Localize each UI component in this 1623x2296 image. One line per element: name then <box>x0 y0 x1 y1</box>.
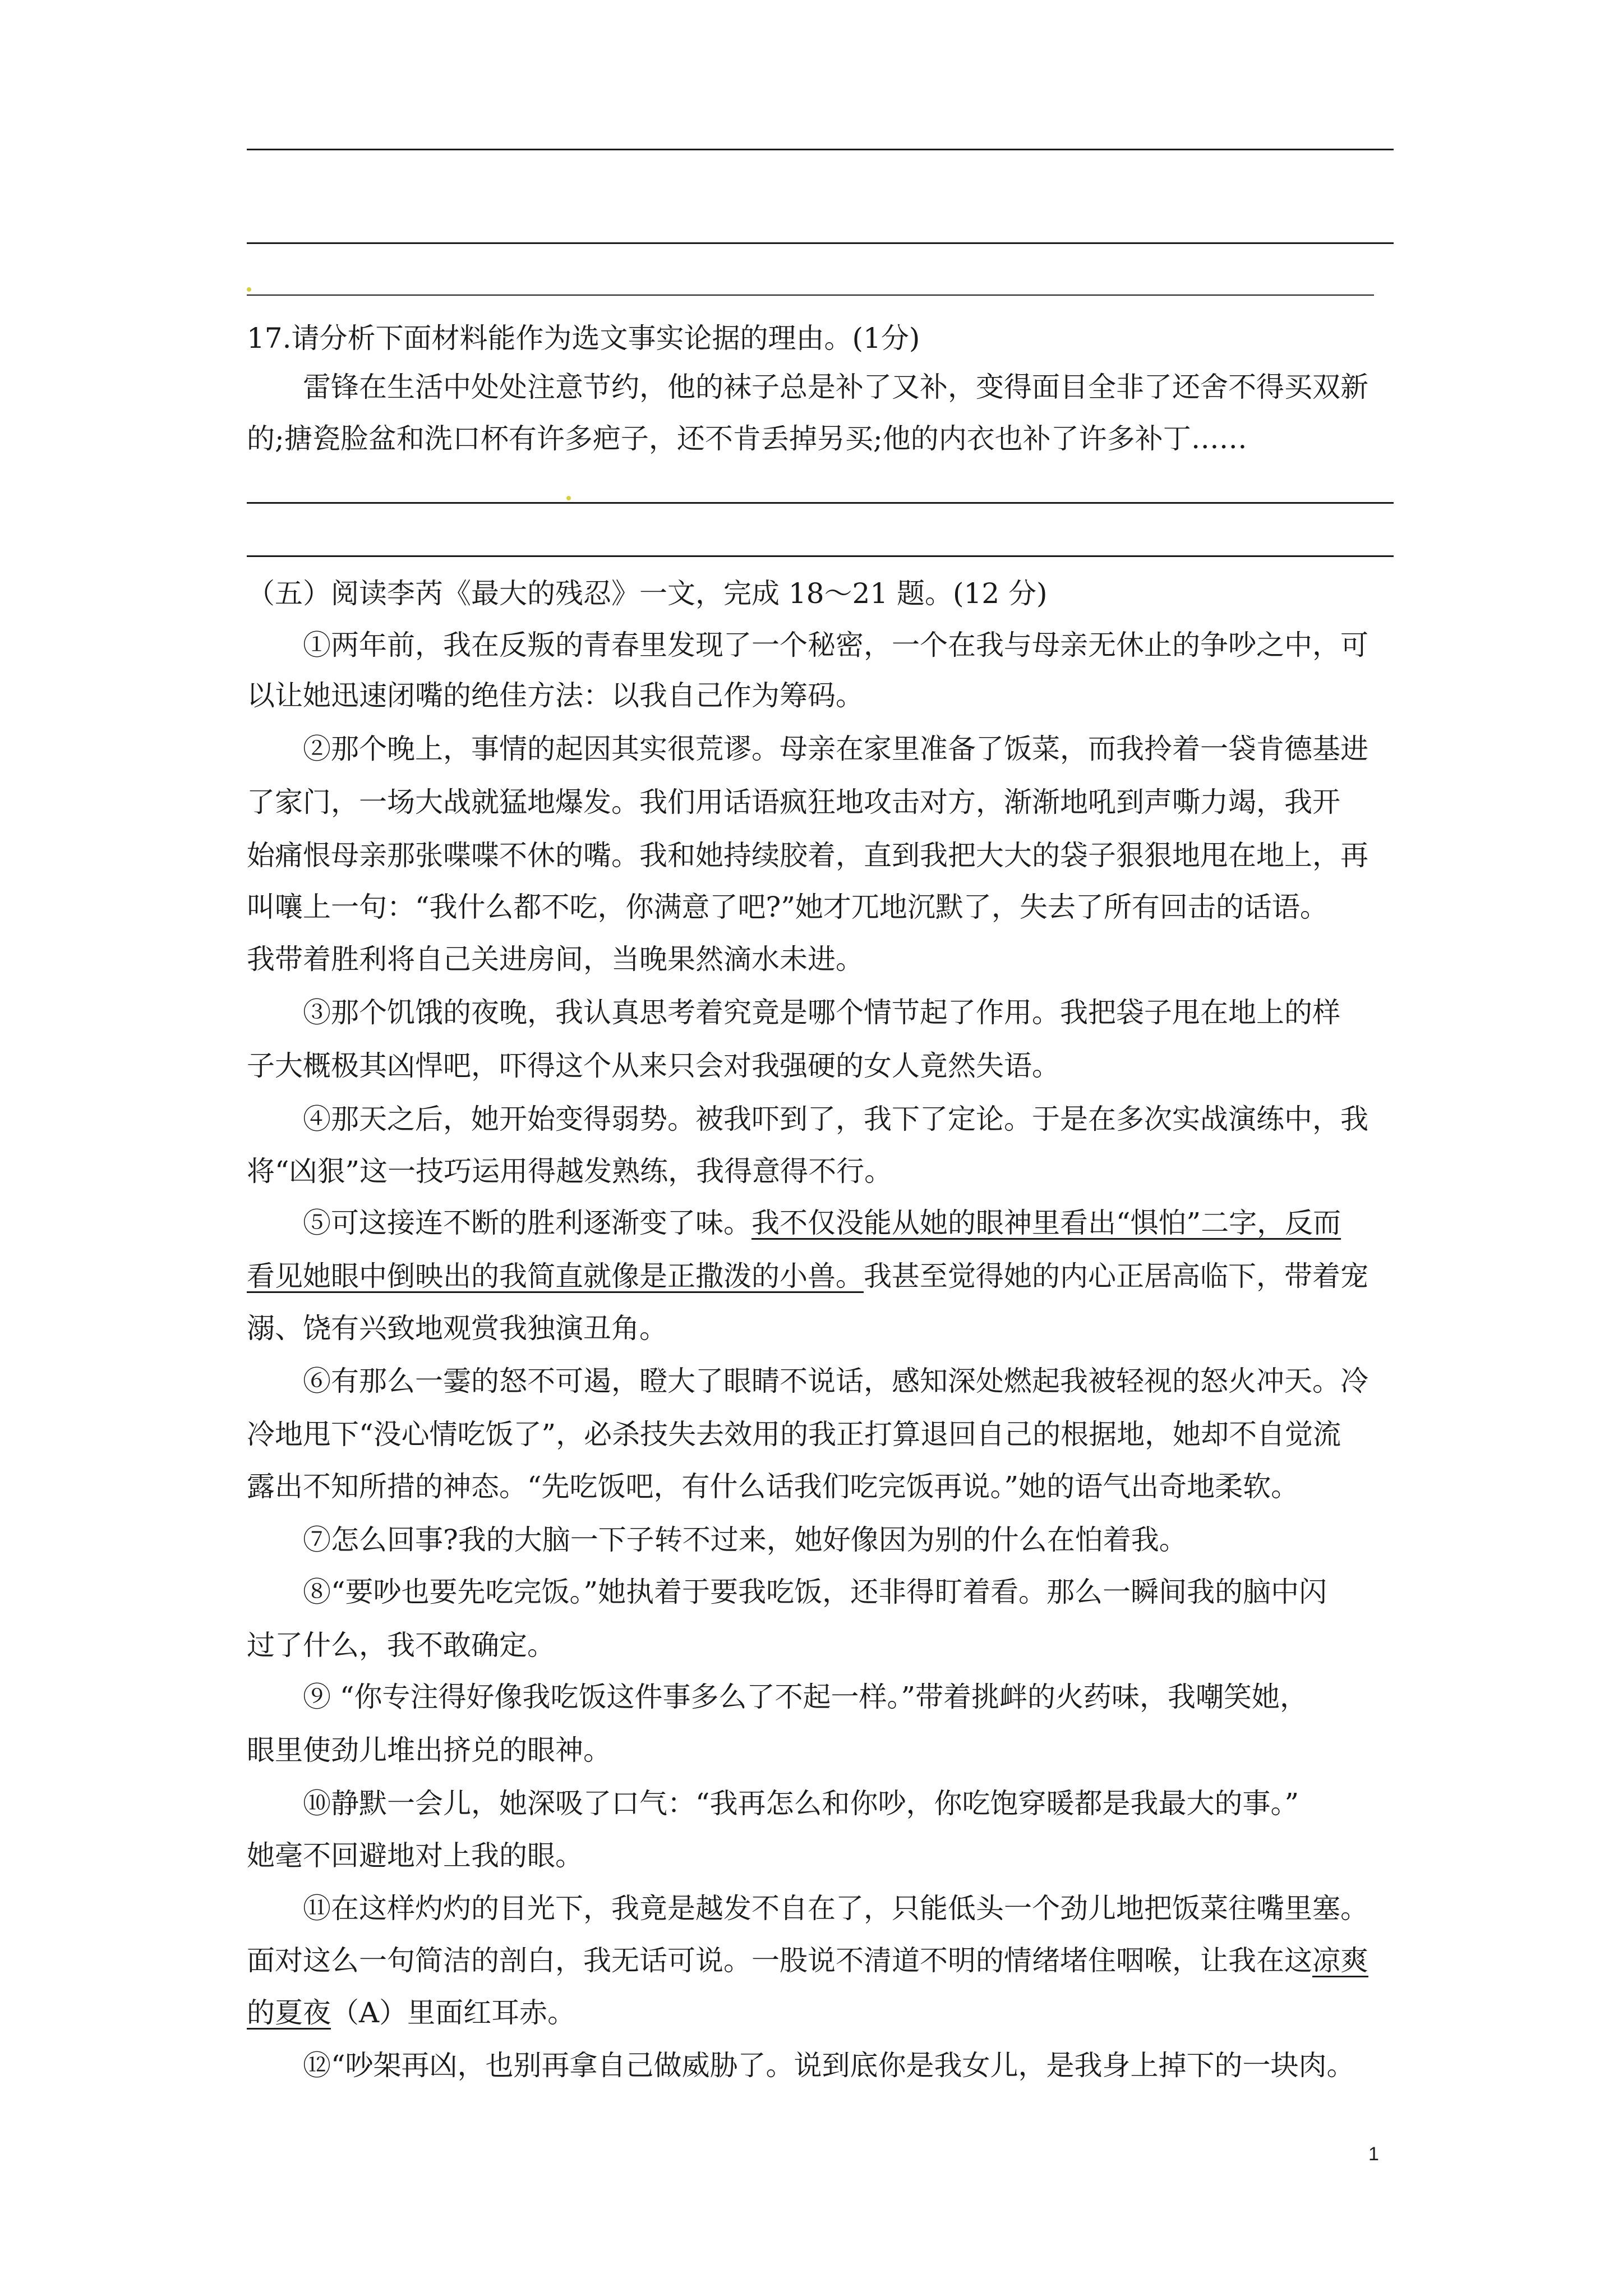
article-line: ②那个晚上，事情的起因其实很荒谬。母亲在家里准备了饭菜，而我拎着一袋肯德基进 <box>303 733 1368 765</box>
article-line <box>247 1990 1394 2035</box>
article-line: ⑪在这样灼灼的目光下，我竟是越发不自在了，只能低头一个劲儿地把饭菜往嘴里塞。 <box>303 1892 1368 1925</box>
question-17-prompt: 17.请分析下面材料能作为选文事实论据的理由。(1分) <box>247 322 920 355</box>
article-text: （A）里面红耳赤。 <box>331 1996 576 2029</box>
answer-line <box>247 555 1394 557</box>
article-text: 面对这么一句简洁的剖白，我无话可说。一股说不清道不明的情绪堵住咽喉，让我在这 <box>247 1944 1312 1977</box>
question-17-material-line: 的;搪瓷脸盆和洗口杯有许多疤子，还不肯丢掉另买;他的内衣也补了许多补丁…… <box>247 422 1247 455</box>
article-line: 子大概极其凶悍吧，吓得这个从来只会对我强硬的女人竟然失语。 <box>247 1050 1060 1082</box>
article-line: ①两年前，我在反叛的青春里发现了一个秘密，一个在我与母亲无休止的争吵之中，可 <box>303 629 1368 661</box>
underlined-phrase: 的夏夜 <box>247 1996 331 2029</box>
article-line: 她毫不回避地对上我的眼。 <box>247 1839 583 1872</box>
article-line: 过了什么，我不敢确定。 <box>247 1629 555 1662</box>
answer-line <box>247 295 1374 296</box>
underlined-sentence: 看见她眼中倒映出的我简直就像是正撒泼的小兽。 <box>247 1260 864 1292</box>
article-line: ④那天之后，她开始变得弱势。被我吓到了，我下了定论。于是在多次实战演练中，我 <box>303 1103 1368 1135</box>
article-line <box>247 1254 1394 1299</box>
answer-line <box>247 242 1394 244</box>
article-text: ⑤可这接连不断的胜利逐渐变了味。 <box>303 1207 751 1239</box>
question-17-material-line: 雷锋在生活中处处注意节约，他的袜子总是补了又补，变得面目全非了还舍不得买双新 <box>303 371 1368 403</box>
article-line: 叫嚷上一句：“我什么都不吃，你满意了吧?”她才兀地沉默了，失去了所有回击的话语。 <box>247 891 1328 923</box>
article-line: 始痛恨母亲那张喋喋不休的嘴。我和她持续胶着，直到我把大大的袋子狠狠地甩在地上，再 <box>247 839 1368 872</box>
answer-line <box>247 502 1394 504</box>
article-line <box>247 1938 1394 1983</box>
answer-line <box>247 149 1394 150</box>
underlined-sentence: 我不仅没能从她的眼神里看出“惧怕”二字，反而 <box>751 1207 1341 1239</box>
article-line: 露出不知所措的神态。“先吃饭吧，有什么话我们吃完饭再说。”她的语气出奇地柔软。 <box>247 1470 1299 1503</box>
article-line: ⑩静默一会儿，她深吸了口气：“我再怎么和你吵，你吃饱穿暖都是我最大的事。” <box>303 1787 1299 1820</box>
article-line: ⑨ “你专注得好像我吃饭这件事多么了不起一样。”带着挑衅的火药味，我嘲笑她， <box>303 1681 1308 1713</box>
section-heading: （五）阅读李芮《最大的残忍》一文，完成 18～21 题。(12 分) <box>247 577 1048 610</box>
article-line: 将“凶狠”这一技巧运用得越发熟练，我得意得不行。 <box>247 1155 893 1188</box>
article-line: ③那个饥饿的夜晚，我认真思考着究竟是哪个情节起了作用。我把袋子甩在地上的样 <box>303 996 1340 1029</box>
article-line: ⑫“吵架再凶，也别再拿自己做威胁了。说到底你是我女儿，是我身上掉下的一块肉。 <box>303 2049 1355 2082</box>
article-line: 溺、饶有兴致地观赏我独演丑角。 <box>247 1312 667 1345</box>
article-line: 以让她迅速闭嘴的绝佳方法：以我自己作为筹码。 <box>247 679 864 712</box>
article-line <box>303 1200 1394 1245</box>
article-line: ⑧“要吵也要先吃完饭。”她执着于要我吃饭，还非得盯着看。那么一瞬间我的脑中闪 <box>303 1576 1327 1608</box>
article-text: 我甚至觉得她的内心正居高临下，带着宠 <box>864 1260 1368 1292</box>
underlined-phrase: 凉爽 <box>1312 1944 1368 1977</box>
article-line: 眼里使劲儿堆出挤兑的眼神。 <box>247 1734 611 1766</box>
stray-mark <box>247 287 251 292</box>
article-line: 了家门，一场大战就猛地爆发。我们用话语疯狂地攻击对方，渐渐地吼到声嘶力竭，我开 <box>247 786 1340 818</box>
article-line: ⑥有那么一霎的怒不可遏，瞪大了眼睛不说话，感知深处燃起我被轻视的怒火冲天。冷 <box>303 1365 1368 1397</box>
article-line: 冷地甩下“没心情吃饭了”，必杀技失去效用的我正打算退回自己的根据地，她却不自觉流 <box>247 1418 1341 1451</box>
stray-mark <box>566 496 571 500</box>
article-line: 我带着胜利将自己关进房间，当晚果然滴水未进。 <box>247 943 864 976</box>
page-number: 1 <box>1368 2143 1379 2165</box>
article-line: ⑦怎么回事?我的大脑一下子转不过来，她好像因为别的什么在怕着我。 <box>303 1524 1187 1556</box>
